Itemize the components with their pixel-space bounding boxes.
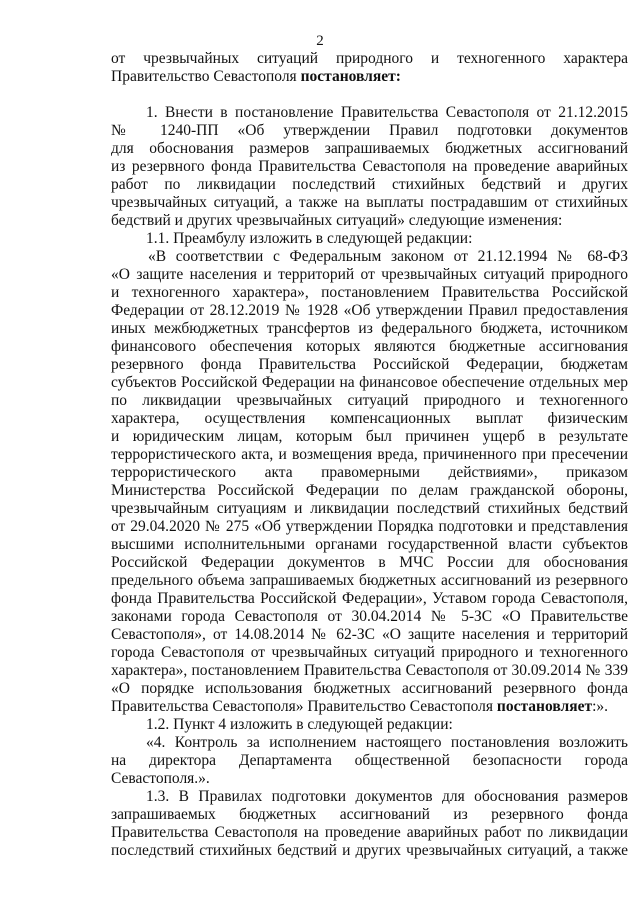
- text-line: Правительства Севастополя» Правительство Севастополя постановляет:».: [111, 698, 609, 715]
- text-line: резервного фонда Правительства Российской Федерации, бюджетам: [111, 356, 628, 373]
- text-line: 1. Внести в постановление Правительства Севастополя от 21.12.2015: [146, 104, 628, 121]
- text-line: от чрезвычайных ситуаций природного и техногенного характера: [111, 50, 628, 67]
- text-line: из резервного фонда Правительства Севастополя на проведение аварийных: [111, 158, 628, 175]
- text-line: Севастополя.».: [111, 770, 210, 787]
- text-line: запрашиваемых бюджетных ассигнований из резервного фонда: [111, 806, 628, 823]
- text-line: Министерства Российской Федерации по делам гражданской обороны,: [111, 482, 628, 499]
- text-line: характера», постановлением Правительства Севастополя от 30.09.2014 № 339: [111, 662, 628, 679]
- text-line: и юридическим лицам, которым был причинен ущерб в результате: [111, 428, 628, 445]
- text-line: от 29.04.2020 № 275 «Об утверждении Порядка подготовки и представления: [111, 518, 628, 535]
- text-line: террористического акта правомерными действиями», приказом: [111, 464, 628, 481]
- text-line: и техногенного характера», постановлением Правительства Российской: [111, 284, 628, 301]
- bold-keyword: постановляет:: [300, 68, 401, 85]
- text-line: предельного объема запрашиваемых бюджетных ассигнований из резервного: [111, 572, 628, 589]
- text-line: чрезвычайных ситуаций, а также на выплаты пострадавшим от стихийных: [111, 194, 628, 211]
- text-line: Правительство Севастополя постановляет:: [111, 68, 401, 85]
- text-line: Федерации от 28.12.2019 № 1928 «Об утверждении Правил предоставления: [111, 302, 628, 319]
- text-line: иных межбюджетных трансфертов из федерального бюджета, источником: [111, 320, 628, 337]
- text-line: фонда Правительства Российской Федерации», Уставом города Севастополя,: [111, 590, 628, 607]
- text-line: финансового обеспечения которых являются бюджетные ассигнования: [111, 338, 628, 355]
- text-line: города Севастополя от чрезвычайных ситуаций природного и техногенного: [111, 644, 628, 661]
- text-line: 1.3. В Правилах подготовки документов для обоснования размеров: [146, 788, 628, 805]
- text-line: на директора Департамента общественной безопасности города: [111, 752, 628, 769]
- text-line: «О порядке использования бюджетных ассигнований резервного фонда: [111, 680, 628, 697]
- text-line: работ по ликвидации последствий стихийных бедствий и других: [111, 176, 628, 193]
- text-line: «О защите населения и территорий от чрезвычайных ситуаций природного: [111, 266, 628, 283]
- text-line: Правительства Севастополя на проведение аварийных работ по ликвидации: [111, 824, 628, 841]
- text-line: 1.1. Преамбулу изложить в следующей редакции:: [146, 230, 473, 247]
- text-line: высшими исполнительными органами государственной власти субъектов: [111, 536, 628, 553]
- text-line: по ликвидации чрезвычайных ситуаций природного и техногенного: [111, 392, 628, 409]
- text-line: террористического акта, и возмещения вреда, причиненного при пресечении: [111, 446, 628, 463]
- text-line: для обоснования размеров запрашиваемых бюджетных ассигнований: [111, 140, 628, 157]
- bold-keyword: постановляет: [496, 698, 593, 715]
- text-line: законами города Севастополя от 30.04.2014 № 5-ЗС «О Правительстве: [111, 608, 628, 625]
- text-line: Российской Федерации документов в МЧС России для обоснования: [111, 554, 628, 571]
- text-line: 1.2. Пункт 4 изложить в следующей редакции:: [146, 716, 453, 733]
- text-line: Севастополя», от 14.08.2014 № 62-ЗС «О защите населения и территорий: [111, 626, 628, 643]
- text-line: субъектов Российской Федерации на финансовое обеспечение отдельных мер: [111, 374, 628, 391]
- text-line: «В соответствии с Федеральным законом от 21.12.1994 № 68-ФЗ: [148, 248, 628, 265]
- text-line: бедствий и других чрезвычайных ситуаций» следующие изменения:: [111, 212, 563, 229]
- text-line: «4. Контроль за исполнением настоящего постановления возложить: [146, 734, 628, 751]
- text-line: чрезвычайным ситуациям и ликвидации последствий стихийных бедствий: [111, 500, 628, 517]
- page-number: 2: [316, 33, 324, 49]
- text-line: характера, осуществления компенсационных выплат физическим: [111, 410, 628, 427]
- text-line: последствий стихийных бедствий и других чрезвычайных ситуаций, а также: [111, 842, 628, 859]
- text-line: № 1240-ПП «Об утверждении Правил подготовки документов: [111, 122, 628, 139]
